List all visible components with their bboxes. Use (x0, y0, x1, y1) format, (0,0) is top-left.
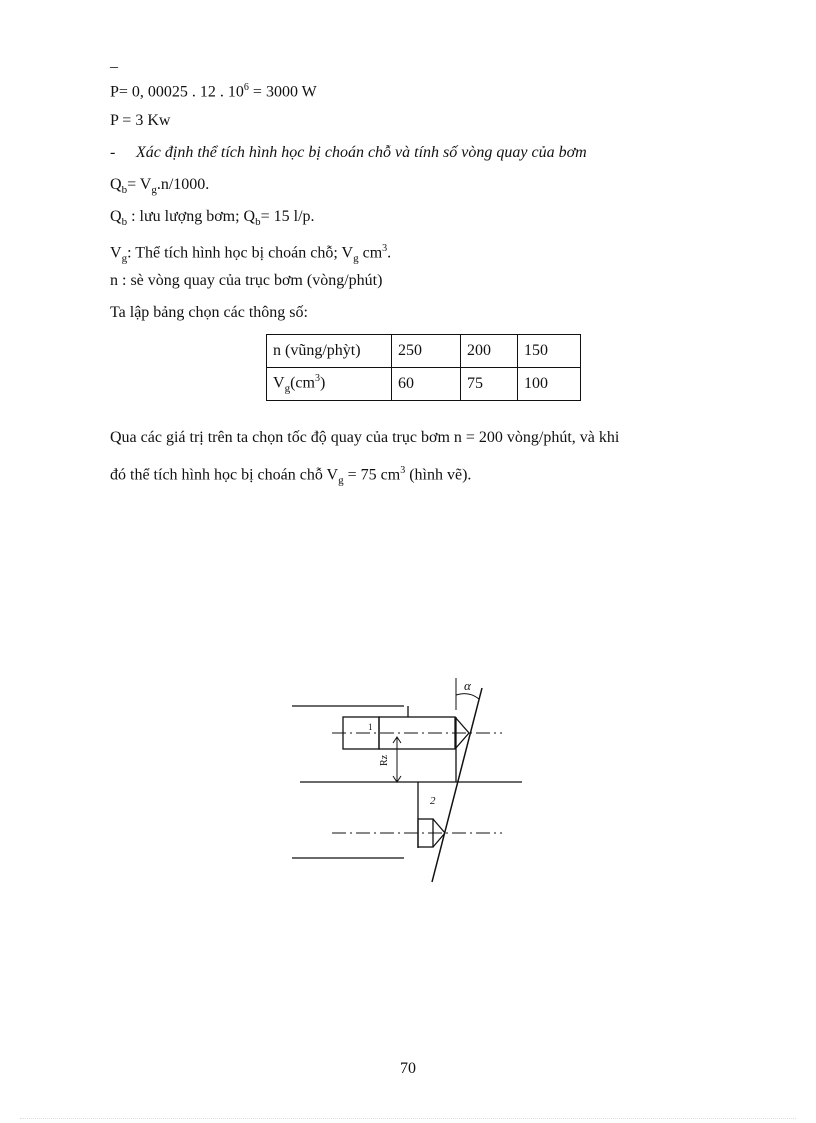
rz-label: Rz (379, 754, 390, 766)
bullet-text: Xác định thể tích hình học bị choán chỗ và tính số vòng quay của bơm (136, 144, 587, 161)
bullet-dash: - (110, 144, 116, 161)
vol-def-text2: cm (358, 244, 383, 262)
conclusion2-g-sub: g (338, 474, 344, 487)
flow-eq: = V (127, 176, 152, 193)
table-cell: 200 (461, 335, 518, 368)
power-kw: P = 3 Kw (110, 112, 171, 129)
flow-q: Q (110, 176, 122, 193)
flow-def-q-sub2: b (255, 216, 261, 229)
conclusion2-text2: = 75 cm (343, 466, 401, 484)
vg-label-rest1: (cm (290, 374, 315, 392)
vg-label-sub: g (284, 382, 291, 395)
flow-formula (110, 175, 209, 200)
power-formula-lhs: P= 0, 00025 . 12 . 10 (110, 83, 244, 101)
page-number: 70 (400, 1060, 416, 1077)
speed-definition: n : sè vòng quay của trục bơm (vòng/phút) (110, 272, 383, 289)
flow-def-q: Q (110, 208, 122, 225)
vol-def-text1: : Thể tích hình học bị choán chỗ; V (127, 244, 354, 262)
alpha-label: α (464, 678, 471, 693)
label-1: 1 (368, 722, 373, 732)
vg-label-main: V (273, 374, 285, 392)
flow-g-sub: g (151, 184, 157, 197)
power-formula-exponent: 6 (243, 82, 249, 93)
table-cell-label: n (vũng/phỳt) (267, 335, 392, 368)
table-cell: 150 (518, 335, 581, 368)
table-row (267, 335, 581, 368)
pump-geometry-figure (280, 670, 530, 885)
table-row (267, 368, 581, 401)
conclusion-line-1: Qua các giá trị trên ta chọn tốc độ quay của trục bơm n = 200 vòng/phút, và khi (110, 429, 620, 446)
table-cell: 60 (392, 368, 461, 401)
power-formula (110, 78, 317, 102)
flow-definition (110, 207, 315, 232)
conclusion2-sup: 3 (400, 465, 406, 476)
table-cell-label (267, 368, 392, 401)
vol-def-g-sub: g (121, 252, 128, 265)
bullet-item (110, 143, 587, 163)
table-intro: Ta lập bảng chọn các thông số: (110, 304, 308, 321)
conclusion-line-2 (110, 461, 471, 491)
conclusion2-text3: (hình vẽ). (405, 466, 472, 484)
parameter-table (266, 334, 581, 401)
table-cell: 75 (461, 368, 518, 401)
vol-def-v: V (110, 244, 122, 262)
volume-definition (110, 239, 391, 269)
flow-def-text1: : lưu lượng bơm; Q (127, 208, 256, 225)
flow-def-text2: = 15 l/p. (260, 208, 315, 225)
power-formula-rhs: = 3000 W (248, 83, 317, 101)
table-cell: 250 (392, 335, 461, 368)
label-2: 2 (430, 795, 436, 807)
flow-q-sub: b (121, 184, 128, 197)
footer-divider (20, 1118, 796, 1119)
flow-rest: .n/1000. (156, 176, 210, 193)
flow-def-q-sub: b (121, 216, 128, 229)
conclusion2-text1: đó thể tích hình học bị choán chỗ V (110, 466, 339, 484)
vol-def-sup: 3 (382, 243, 388, 254)
vol-def-text3: . (387, 244, 392, 262)
table-cell: 100 (518, 368, 581, 401)
top-mark: _ (110, 53, 118, 70)
vol-def-g-sub2: g (353, 252, 359, 265)
vg-label-sup: 3 (314, 373, 320, 385)
alpha-arc (456, 694, 479, 699)
vg-label-rest2: ) (319, 374, 326, 392)
